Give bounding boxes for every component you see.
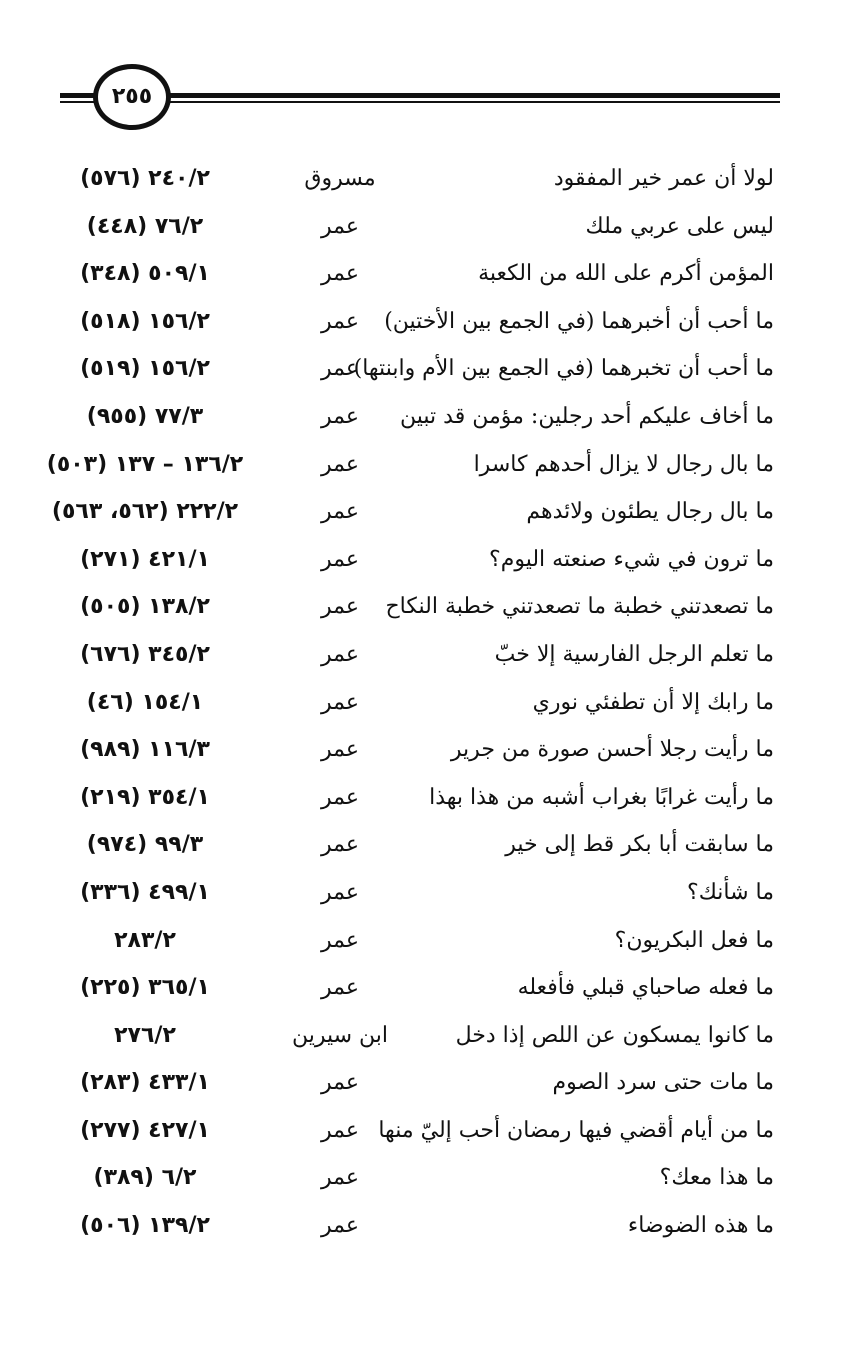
index-row (0, 969, 867, 1017)
entry-reference: ٢٢٢/٢ (٥٦٢، ٥٦٣) (51, 499, 239, 525)
index-row (0, 1159, 867, 1207)
index-row (0, 588, 867, 636)
index-row (0, 779, 867, 827)
entry-narrator: عمر (321, 1213, 359, 1239)
entry-reference: ١٣٨/٢ (٥٠٥) (80, 594, 210, 620)
index-row (0, 826, 867, 874)
entry-reference: ٧٦/٢ (٤٤٨) (86, 213, 204, 239)
entry-narrator: عمر (321, 927, 359, 953)
entry-reference: ٣٥٤/١ (٢١٩) (80, 784, 210, 810)
index-row (0, 541, 867, 589)
entry-text: ما بال رجال يطئون ولائدهم (526, 499, 774, 525)
entry-narrator: عمر (321, 356, 359, 382)
entry-text: ما فعله صاحباي قبلي فأفعله (517, 975, 774, 1001)
entry-text: ما كانوا يمسكون عن اللص إذا دخل (455, 1022, 774, 1048)
entry-reference: ٤٩٩/١ (٣٣٦) (80, 879, 210, 905)
entry-reference: ١٥٤/١ (٤٦) (86, 689, 204, 715)
entry-text: ما بال رجال لا يزال أحدهم كاسرا (473, 451, 774, 477)
index-row (0, 1207, 867, 1255)
entry-text: ما شأنك؟ (687, 879, 774, 905)
entry-narrator: عمر (321, 1070, 359, 1096)
entry-reference: ١٣٩/٢ (٥٠٦) (80, 1213, 210, 1239)
entry-reference: ٧٧/٣ (٩٥٥) (86, 403, 204, 429)
index-row (0, 446, 867, 494)
entry-text: لولا أن عمر خير المفقود (553, 166, 774, 191)
entry-narrator: عمر (321, 499, 359, 525)
entry-text: ما أخاف عليكم أحد رجلين: مؤمن قد تبين (400, 403, 774, 429)
index-row (0, 1112, 867, 1160)
entry-reference: ٣٤٥/٢ (٦٧٦) (80, 641, 210, 667)
entry-reference: ٥٠٩/١ (٣٤٨) (80, 261, 210, 287)
index-row (0, 208, 867, 256)
entry-text: ما أحب أن أخبرهما (في الجمع بين الأختين) (384, 308, 774, 334)
entry-narrator: عمر (321, 784, 359, 810)
entry-text: ما رابك إلا أن تطفئي نوري (532, 689, 774, 715)
entry-text: ما من أيام أقضي فيها رمضان أحب إليّ منها (378, 1117, 774, 1143)
entry-narrator: عمر (321, 832, 359, 858)
entry-narrator: عمر (321, 403, 359, 429)
entry-reference: ٢٧٦/٢ (114, 1022, 176, 1048)
index-row (0, 1064, 867, 1112)
page-header (0, 0, 867, 130)
entry-reference: ٩٩/٣ (٩٧٤) (86, 832, 204, 858)
entry-reference: ١٣٦/٢ – ١٣٧ (٥٠٣) (46, 451, 244, 477)
index-row (0, 398, 867, 446)
index-row (0, 731, 867, 779)
entry-narrator: عمر (321, 879, 359, 905)
entry-text: ما أحب أن تخبرهما (في الجمع بين الأم وابنتها) (353, 356, 774, 382)
entry-narrator: عمر (321, 1165, 359, 1191)
entry-narrator: عمر (321, 451, 359, 477)
entry-narrator: عمر (321, 308, 359, 334)
entry-text: ما تعلم الرجل الفارسية إلا خبّ (494, 641, 774, 667)
index-row (0, 350, 867, 398)
entry-text: ما رأيت غرابًا بغراب أشبه من هذا بهذا (429, 784, 774, 810)
entry-text: ما تصعدتني خطبة ما تصعدتني خطبة النكاح (385, 594, 774, 620)
entry-reference: ٤٢٧/١ (٢٧٧) (80, 1117, 210, 1143)
entry-narrator: عمر (321, 641, 359, 667)
index-row (0, 922, 867, 970)
entry-narrator: عمر (321, 1117, 359, 1143)
entry-narrator: ابن سيرين (291, 1022, 389, 1048)
index-row (0, 303, 867, 351)
entry-text: ما فعل البكريون؟ (614, 927, 774, 953)
entry-narrator: مسروق (304, 166, 376, 191)
entry-reference: ١٥٦/٢ (٥١٨) (80, 308, 210, 334)
page-number-badge (93, 64, 171, 130)
index-row (0, 1017, 867, 1065)
entry-narrator: عمر (321, 594, 359, 620)
entry-narrator: عمر (321, 213, 359, 239)
entry-reference: ٢٤٠/٢ (٥٧٦) (80, 166, 210, 191)
index-row (0, 684, 867, 732)
entry-reference: ٣٦٥/١ (٢٢٥) (80, 975, 210, 1001)
index-row (0, 160, 867, 208)
entry-narrator: عمر (321, 546, 359, 572)
entry-reference: ٤٣٣/١ (٢٨٣) (80, 1070, 210, 1096)
entry-text: ما ترون في شيء صنعته اليوم؟ (489, 546, 774, 572)
entry-text: المؤمن أكرم على الله من الكعبة (478, 261, 774, 287)
index-row (0, 636, 867, 684)
entry-text: ما هذا معك؟ (659, 1165, 774, 1191)
entry-text: ليس على عربي ملك (585, 213, 774, 239)
index-row (0, 255, 867, 303)
index-row (0, 874, 867, 922)
page-number: ٢٥٥ (111, 84, 153, 109)
index-row (0, 493, 867, 541)
entry-reference: ١٥٦/٢ (٥١٩) (80, 356, 210, 382)
entry-narrator: عمر (321, 737, 359, 763)
entry-text: ما هذه الضوضاء (627, 1213, 774, 1239)
entry-reference: ٤٢١/١ (٢٧١) (80, 546, 210, 572)
entry-narrator: عمر (321, 975, 359, 1001)
entry-reference: ٢٨٣/٢ (114, 927, 176, 953)
entry-text: ما سابقت أبا بكر قط إلى خير (505, 832, 774, 858)
entry-text: ما مات حتى سرد الصوم (552, 1070, 774, 1096)
entry-reference: ٦/٢ (٣٨٩) (93, 1165, 197, 1191)
index-entries (0, 160, 867, 1255)
entry-narrator: عمر (321, 689, 359, 715)
entry-reference: ١١٦/٣ (٩٨٩) (80, 737, 210, 763)
entry-narrator: عمر (321, 261, 359, 287)
entry-text: ما رأيت رجلا أحسن صورة من جرير (450, 737, 774, 763)
